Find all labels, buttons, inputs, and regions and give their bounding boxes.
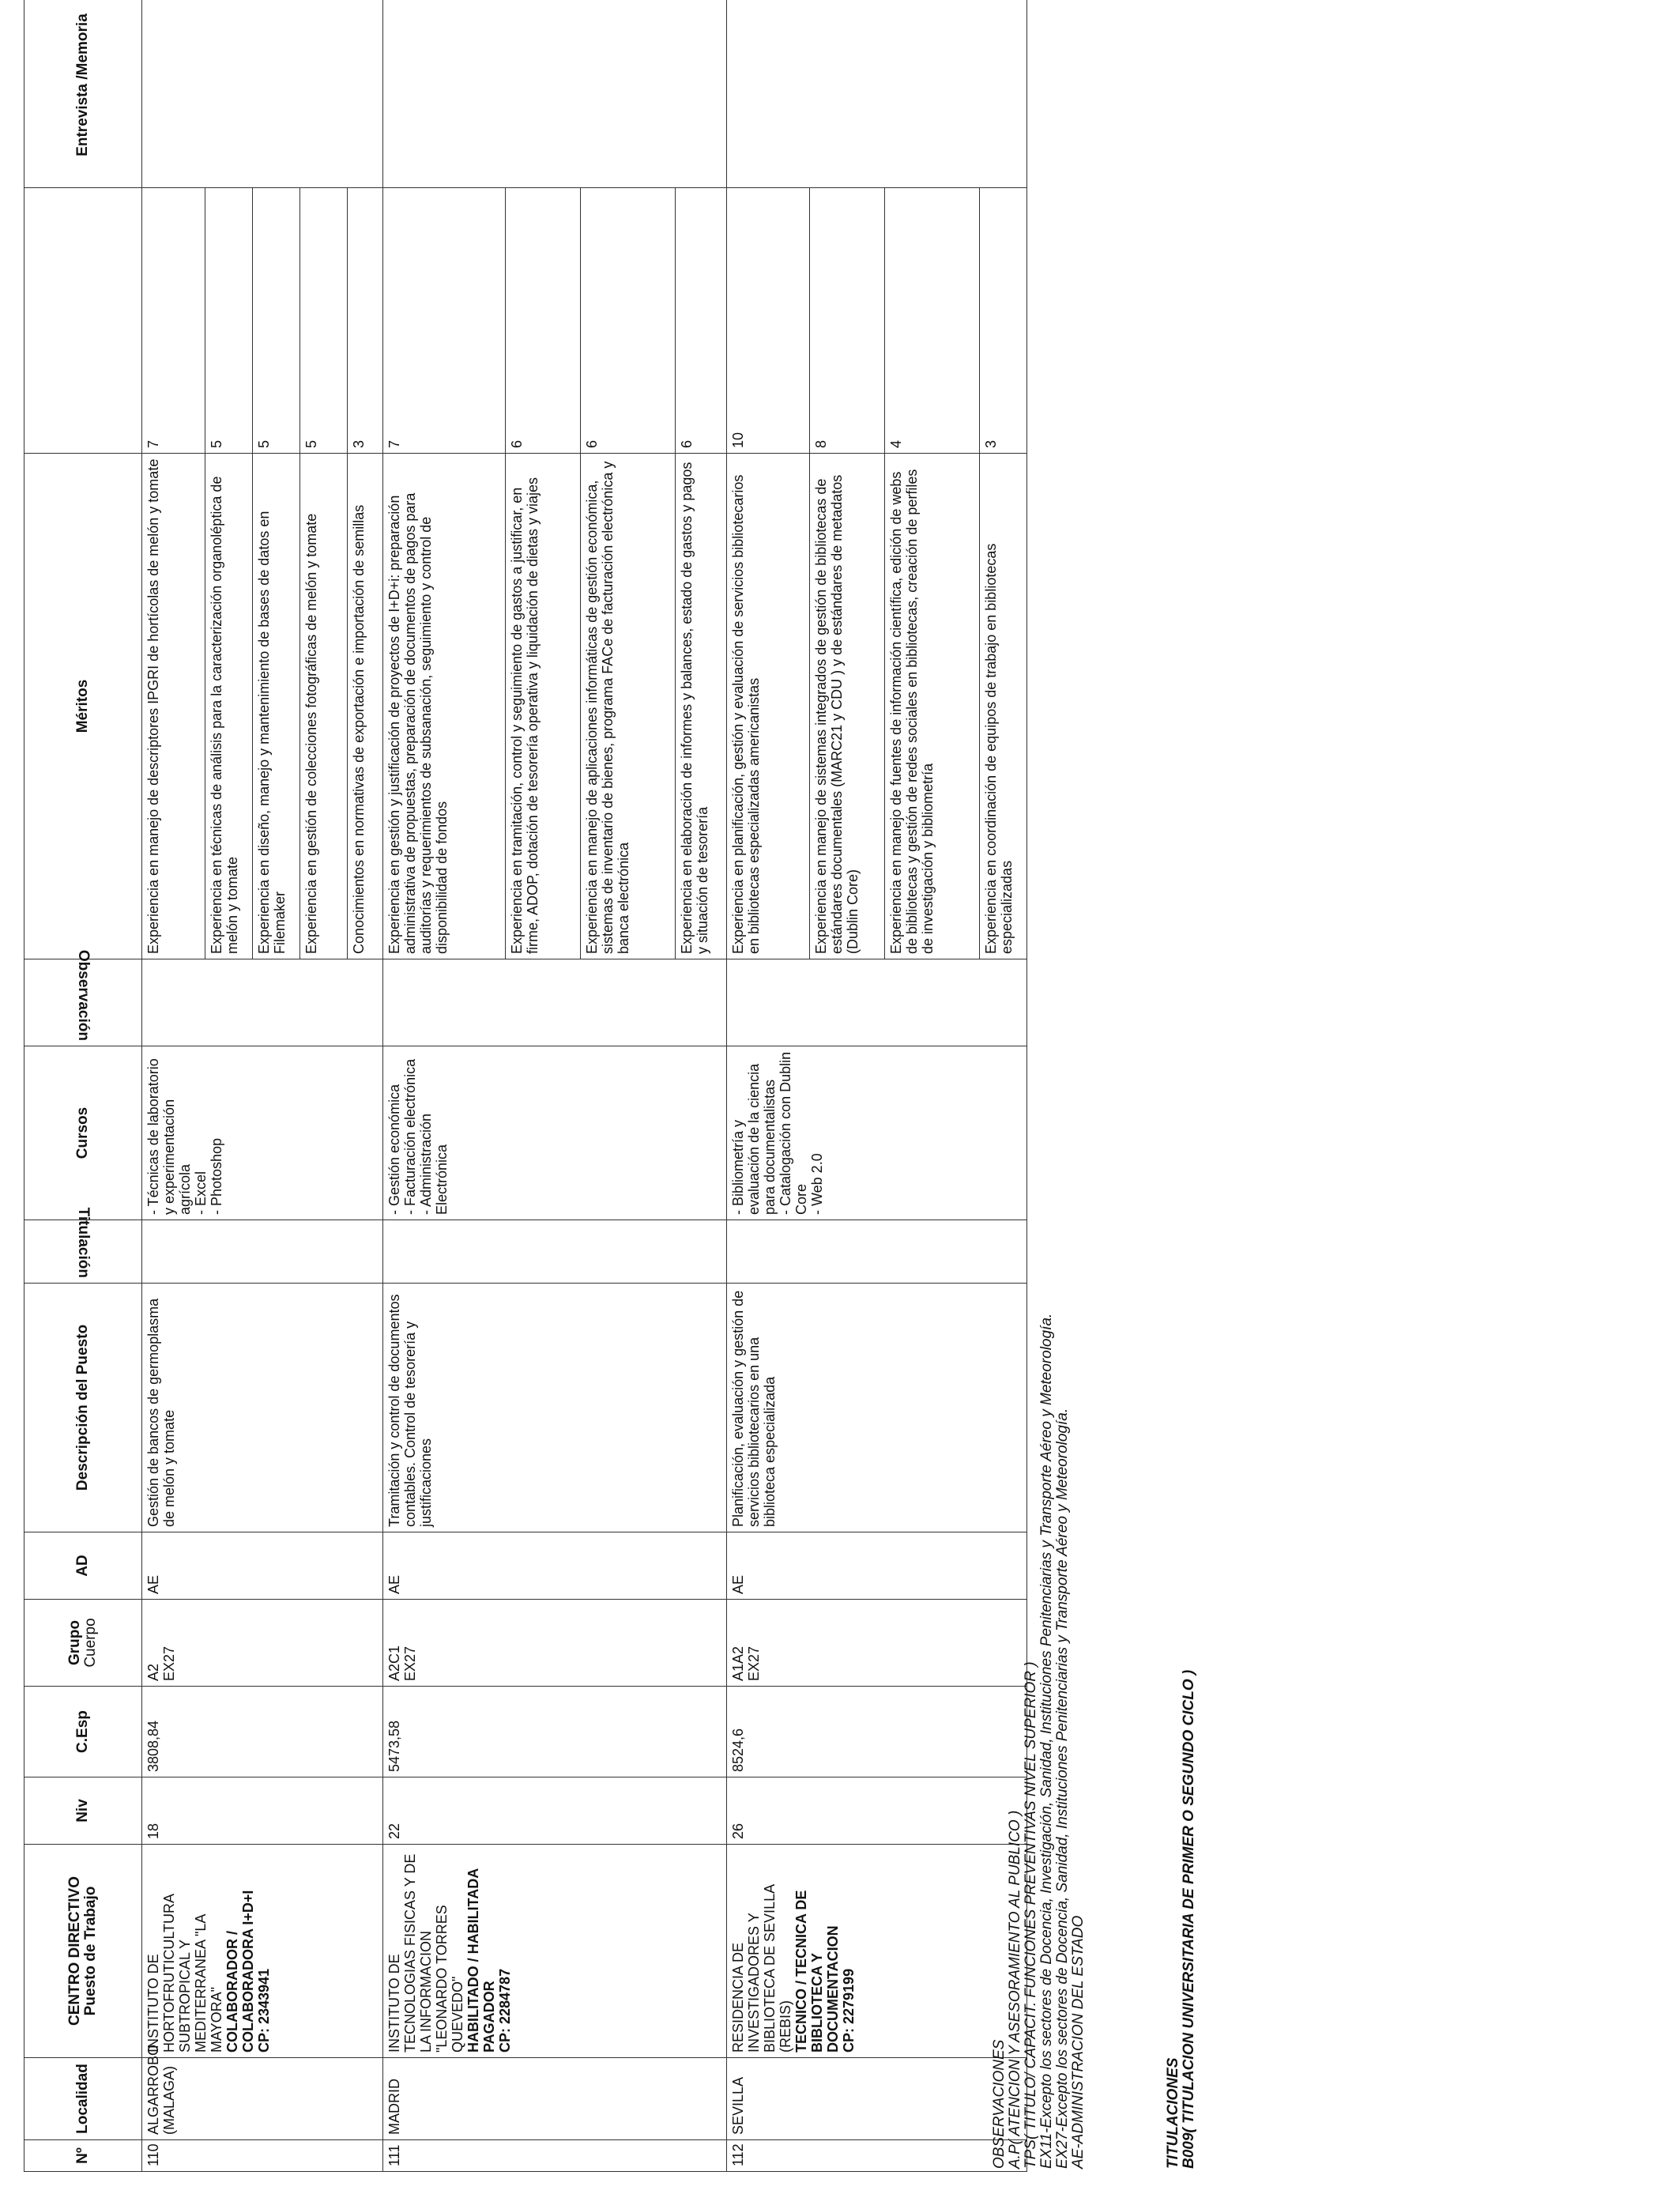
cell-ad: AE — [727, 1532, 1027, 1600]
cell-puntos: 4 — [885, 188, 980, 454]
positions-table — [24, 0, 1027, 2172]
cell-ad: AE — [142, 1532, 383, 1600]
cell-puntos: 7 — [142, 188, 205, 454]
cell-puntos: 3 — [348, 188, 383, 454]
table-row — [142, 0, 205, 2172]
cell-puntos: 5 — [253, 188, 300, 454]
cell-cesp: 8524,6 — [727, 1687, 1027, 1777]
observaciones-line: A.P( ATENCION Y ASESORAMIENTO AL PUBLICO ) — [1007, 1810, 1023, 2169]
cell-cursos: - Gestión económica - Facturación electrónica - Administración Electrónica — [383, 1046, 727, 1220]
header-titulacion — [24, 1207, 142, 1284]
cell-centro — [727, 1845, 1027, 2058]
cell-titulacion — [142, 1220, 383, 1284]
puesto-name: COLABORADOR / COLABORADORA I+D+I — [224, 1890, 256, 2053]
cuerpo-value: EX27 — [746, 1646, 762, 1681]
grupo-value: A2C1 — [386, 1645, 402, 1681]
cell-puntos: 5 — [205, 188, 253, 454]
header-entrevista: Entrevista /Memoria — [24, 0, 142, 188]
titulaciones-block — [1166, 1220, 1197, 2169]
header-cursos: Cursos — [24, 1046, 142, 1220]
cell-puntos: 8 — [810, 188, 885, 454]
cell-niv: 26 — [727, 1777, 1027, 1845]
cell-merito: Conocimientos en normativas de exportación e importación de semillas — [348, 454, 383, 959]
centro-name: RESIDENCIA DE INVESTIGADORES Y BIBLIOTECA DE SEVILLA (REBIS) — [730, 1884, 793, 2053]
cell-merito: Experiencia en diseño, manejo y mantenimiento de bases de datos en Filemaker — [253, 454, 300, 959]
cell-puntos: 6 — [581, 188, 676, 454]
cp-code: CP: 2284787 — [497, 1968, 513, 2053]
cell-cursos: - Técnicas de laboratorio y experimentación agrícola - Excel - Photoshop — [142, 1046, 383, 1220]
cell-merito: Experiencia en técnicas de análisis para la caracterización organoléptica de melón y tomate — [205, 454, 253, 959]
header-grupo-line1: Grupo — [66, 1620, 83, 1665]
header-grupo — [24, 1600, 142, 1687]
header-descripcion: Descripción del Puesto — [24, 1284, 142, 1532]
cuerpo-value: EX27 — [402, 1646, 418, 1681]
cell-grupo — [142, 1600, 383, 1687]
grupo-value: A2 — [145, 1663, 161, 1681]
cell-observacion — [142, 959, 383, 1046]
cell-merito: Experiencia en manejo de fuentes de información científica, edición de webs de bibliotecas y gestión de redes sociales en bibliotecas, creación de perfiles de investigación y bibliometría — [885, 454, 980, 959]
cell-entrevista — [142, 0, 383, 188]
cell-observacion — [383, 959, 727, 1046]
titulaciones-line: B009( TITULACION UNIVERSITARIA DE PRIMER O SEGUNDO CICLO ) — [1181, 1669, 1197, 2169]
cp-code: CP: 2343941 — [256, 1968, 272, 2053]
cell-num: 110 — [142, 2140, 383, 2172]
cell-merito: Experiencia en tramitación, control y seguimiento de gastos a justificar, en firme, ADOP, dotación de tesorería operativa y liquidación de dietas y viajes — [506, 454, 581, 959]
cell-ad: AE — [383, 1532, 727, 1600]
header-localidad: Localidad — [24, 2058, 142, 2140]
cell-puntos: 7 — [383, 188, 506, 454]
header-centro-line2: Puesto de Trabajo — [82, 1886, 99, 2016]
header-centro-line1: CENTRO DIRECTIVO — [66, 1876, 83, 2026]
table-row — [383, 0, 506, 2172]
cell-merito: Experiencia en planificación, gestión y evaluación de servicios bibliotecarios en bibliotecas especializadas americanistas — [727, 454, 810, 959]
header-num: Nº — [24, 2140, 142, 2172]
header-cesp: C.Esp — [24, 1687, 142, 1777]
cell-puntos: 10 — [727, 188, 810, 454]
titulaciones-title: TITULACIONES — [1165, 2057, 1181, 2169]
puesto-name: TECNICO / TECNICA DE BIBLIOTECA Y DOCUMENTACION — [793, 1890, 841, 2053]
observaciones-line: EX11-Excepto los sectores de Docencia, Investigación, Sanidad, Instituciones Penitenciarias y Transporte Aéreo y Meteorología. — [1038, 1313, 1055, 2169]
cell-observacion — [727, 959, 1027, 1046]
header-grupo-line2: Cuerpo — [82, 1618, 99, 1668]
cp-code: CP: 2279199 — [841, 1968, 857, 2053]
observaciones-line: EX27-Excepto los sectores de Docencia, Sanidad, Instituciones Penitenciarias y Transporte Aéreo y Meteorología. — [1054, 1408, 1071, 2169]
cell-localidad: SEVILLA — [727, 2058, 1027, 2140]
cuerpo-value: EX27 — [161, 1646, 177, 1681]
cell-titulacion — [727, 1220, 1027, 1284]
observaciones-block — [992, 983, 1087, 2169]
cell-puntos: 3 — [980, 188, 1027, 454]
cell-cursos: - Bibliometría y evaluación de la ciencia para documentalistas - Catalogación con Dublin Core - Web 2.0 — [727, 1046, 1027, 1220]
cell-cesp: 3808,84 — [142, 1687, 383, 1777]
table-body — [142, 0, 1027, 2172]
header-niv: Niv — [24, 1777, 142, 1845]
cell-merito: Experiencia en gestión de colecciones fotográficas de melón y tomate — [300, 454, 348, 959]
cell-merito: Experiencia en manejo de descriptores IPGRI de hortícolas de melón y tomate — [142, 454, 205, 959]
puesto-name: HABILITADO / HABILITADA PAGADOR — [465, 1868, 497, 2053]
cell-puntos: 5 — [300, 188, 348, 454]
observaciones-line: TPS( TITULO/ CAPACIT. FUNCIONES PREVENTIVAS NIVEL SUPERIOR ) — [1023, 1661, 1039, 2169]
cell-num: 111 — [383, 2140, 727, 2172]
header-meritos: Méritos — [24, 454, 142, 959]
centro-name: INSTITUTO DE TECNOLOGIAS FISICAS Y DE LA INFORMACION "LEONARDO TORRES QUEVEDO" — [386, 1853, 465, 2053]
cell-descripcion: Gestión de bancos de germoplasma de melón y tomate — [142, 1284, 383, 1532]
cell-localidad: ALGARROBO (MALAGA) — [142, 2058, 383, 2140]
cell-centro — [142, 1845, 383, 2058]
cell-merito: Experiencia en manejo de sistemas integrados de gestión de bibliotecas de estándares documentales (MARC21 y CDU ) y de estándares de metadatos (Dublin Core) — [810, 454, 885, 959]
table-row — [727, 0, 810, 2172]
cell-titulacion — [383, 1220, 727, 1284]
cell-merito: Experiencia en manejo de aplicaciones informáticas de gestión económica, sistemas de inventario de bienes, programa FACe de facturación electrónica y banca electrónica — [581, 454, 676, 959]
header-titulacion-text: Titulación — [75, 1207, 92, 1278]
header-observacion-text: Observación — [75, 949, 92, 1041]
cell-descripcion: Planificación, evaluación y gestión de servicios bibliotecarios en una biblioteca especializada — [727, 1284, 1027, 1532]
cell-cesp: 5473,58 — [383, 1687, 727, 1777]
observaciones-title: OBSERVACIONES — [991, 2039, 1008, 2169]
cell-localidad: MADRID — [383, 2058, 727, 2140]
header-observacion — [24, 949, 142, 1046]
header-puntos — [24, 188, 142, 454]
cell-merito: Experiencia en elaboración de informes y balances, estado de gastos y pagos y situación de tesorería — [676, 454, 727, 959]
observaciones-line: AE-ADMINISTRACION DEL ESTADO — [1070, 1915, 1087, 2169]
cell-num: 112 — [727, 2140, 1027, 2172]
header-row — [24, 0, 142, 2172]
cell-grupo — [727, 1600, 1027, 1687]
cell-entrevista — [383, 0, 727, 188]
header-centro — [24, 1845, 142, 2058]
cell-merito: Experiencia en gestión y justificación de proyectos de I+D+i: preparación administrativa de propuestas, preparación de documentos de pagos para auditorías y requerimientos de subsanación, seguimiento y control de disponibilidad de fondos — [383, 454, 506, 959]
cell-niv: 22 — [383, 1777, 727, 1845]
cell-puntos: 6 — [506, 188, 581, 454]
centro-name: INSTITUTO DE HORTOFRUTICULTURA SUBTROPICAL Y MEDITERRANEA "LA MAYORA" — [145, 1894, 224, 2053]
cell-centro — [383, 1845, 727, 2058]
cell-niv: 18 — [142, 1777, 383, 1845]
cell-entrevista — [727, 0, 1027, 188]
header-ad: AD — [24, 1532, 142, 1600]
cell-grupo — [383, 1600, 727, 1687]
cell-puntos: 6 — [676, 188, 727, 454]
grupo-value: A1A2 — [730, 1646, 746, 1681]
cell-merito: Experiencia en coordinación de equipos de trabajo en bibliotecas especializadas — [980, 454, 1027, 959]
cell-descripcion: Tramitación y control de documentos contables. Control de tesorería y justificaciones — [383, 1284, 727, 1532]
